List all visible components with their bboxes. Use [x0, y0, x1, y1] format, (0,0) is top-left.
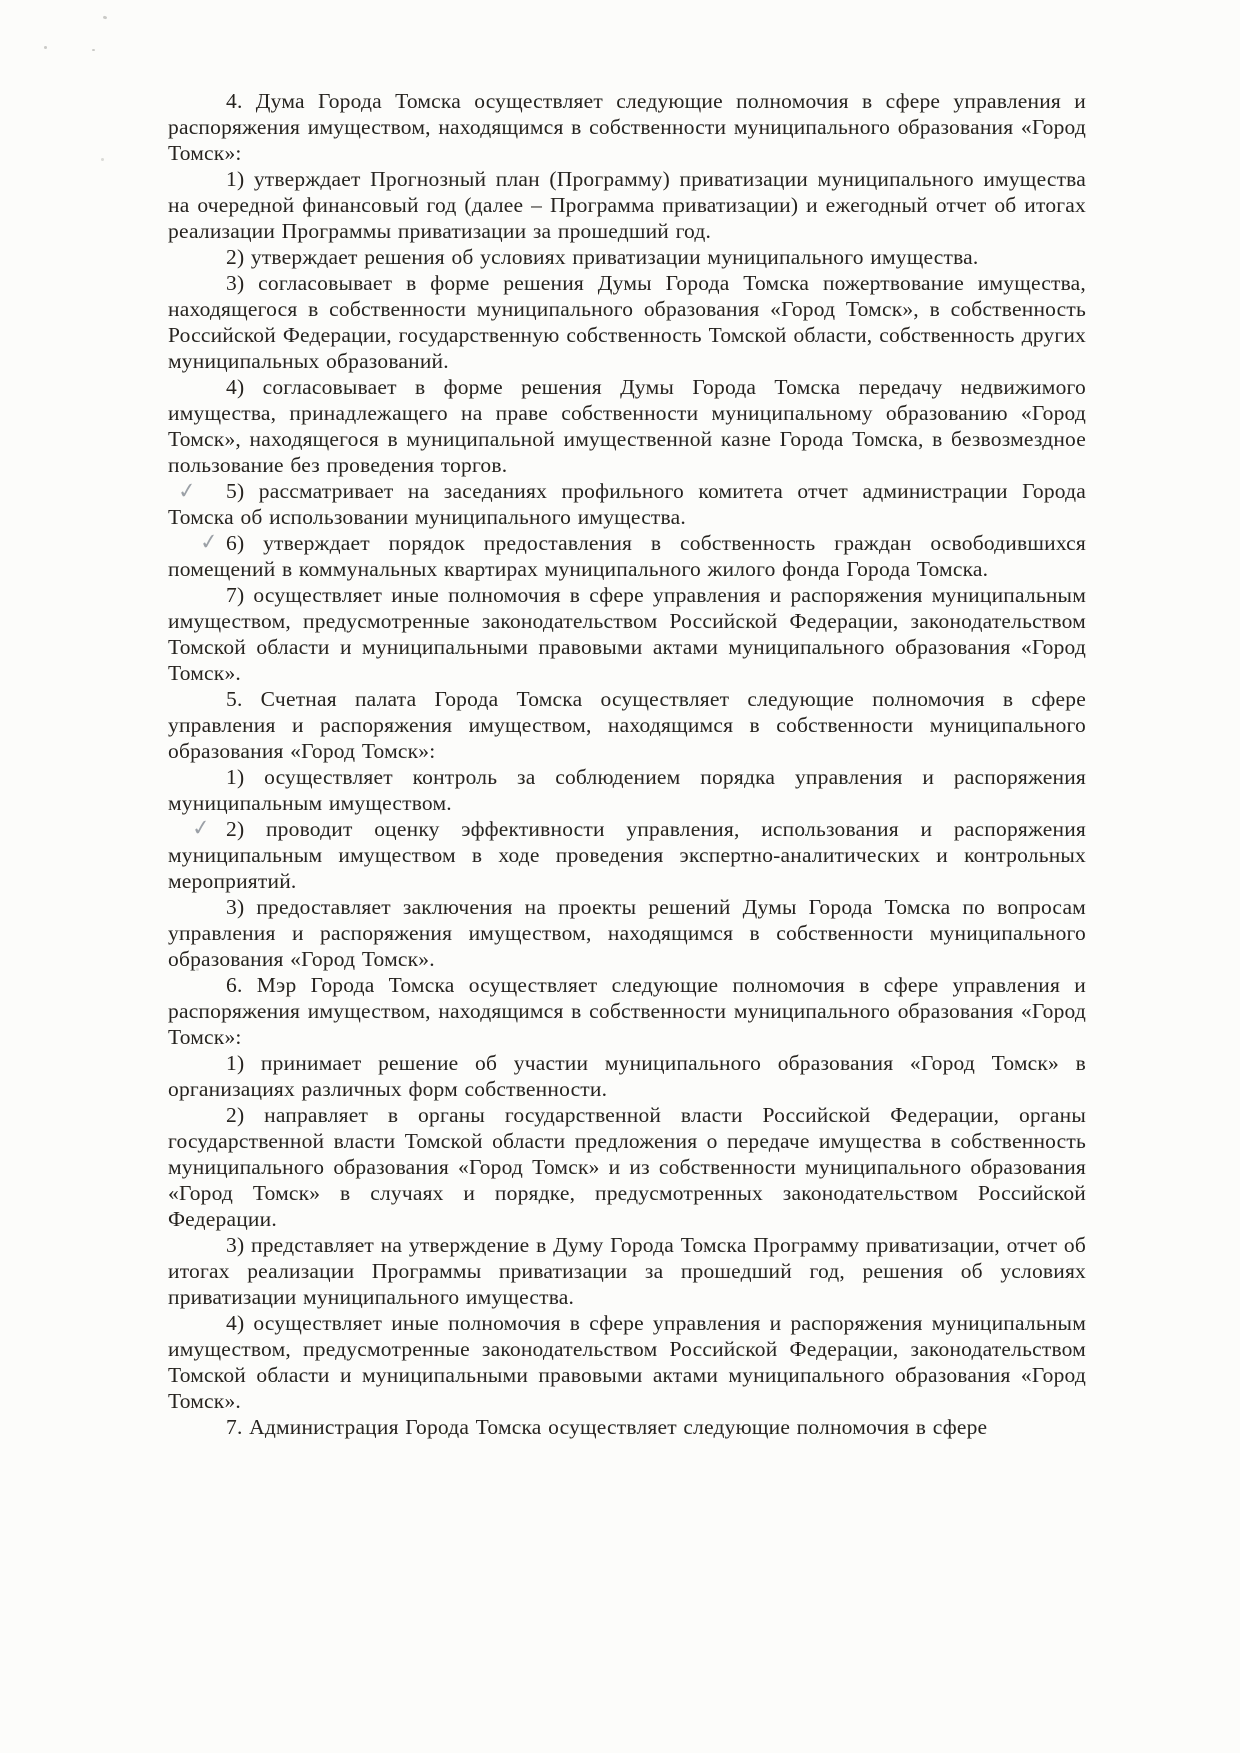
para-section-5-item-2	[168, 816, 1086, 894]
para-section-6-item-3	[168, 1232, 1086, 1310]
paragraph-text: 3) представляет на утверждение в Думу Города Томска Программу приватизации, отчет об итогах реализации Программы приватизации за прошедший год, решения об условиях приватизации муниципального имущества.	[168, 1233, 1086, 1309]
scan-artifact	[44, 46, 47, 49]
para-section-4-item-2	[168, 244, 1086, 270]
paragraph-text: 2) направляет в органы государственной власти Российской Федерации, органы государственной власти Томской области предложения о передаче имущества в собственность муниципального образования «Город Томск» и из собственности муниципального образования «Город Томск» в случаях и порядке, предусмотренных законодательством Российской Федерации.	[168, 1103, 1086, 1231]
para-section-4-intro	[168, 88, 1086, 166]
para-section-4-item-6	[168, 530, 1086, 582]
para-section-5-item-3	[168, 894, 1086, 972]
para-section-4-item-3	[168, 270, 1086, 374]
paragraph-text: 4) согласовывает в форме решения Думы Города Томска передачу недвижимого имущества, принадлежащего на праве собственности муниципальному образованию «Город Томск», находящегося в муниципальной имущественной казне Города Томска, в безвозмездное пользование без проведения торгов.	[168, 375, 1086, 477]
paragraph-text: 1) принимает решение об участии муниципального образования «Город Томск» в организациях различных форм собственности.	[168, 1051, 1086, 1101]
paragraph-text: 2) проводит оценку эффективности управления, использования и распоряжения муниципальным имуществом в ходе проведения экспертно-аналитических и контрольных мероприятий.	[168, 817, 1086, 893]
para-section-5-intro	[168, 686, 1086, 764]
paragraph-text: 2) утверждает решения об условиях приватизации муниципального имущества.	[226, 245, 979, 269]
paragraph-text: 4) осуществляет иные полномочия в сфере управления и распоряжения муниципальным имуществом, предусмотренные законодательством Российской Федерации, законодательством Томской области и муниципальными правовыми актами муниципального образования «Город Томск».	[168, 1311, 1086, 1413]
para-section-4-item-4	[168, 374, 1086, 478]
checkmark-icon: ✓	[190, 815, 212, 842]
para-section-4-item-5	[168, 478, 1086, 530]
paragraph-text: 5) рассматривает на заседаниях профильного комитета отчет администрации Города Томска об использовании муниципального имущества.	[168, 479, 1086, 529]
para-section-4-item-1	[168, 166, 1086, 244]
paragraph-text: 7) осуществляет иные полномочия в сфере управления и распоряжения муниципальным имуществом, предусмотренные законодательством Российской Федерации, законодательством Томской области и муниципальными правовыми актами муниципального образования «Город Томск».	[168, 583, 1086, 685]
paragraph-text: 4. Дума Города Томска осуществляет следующие полномочия в сфере управления и распоряжения имуществом, находящимся в собственности муниципального образования «Город Томск»:	[168, 89, 1086, 165]
para-section-6-item-4	[168, 1310, 1086, 1414]
document-body	[168, 88, 1086, 1440]
scan-artifact	[92, 49, 95, 51]
paragraph-text: 3) согласовывает в форме решения Думы Города Томска пожертвование имущества, находящегося в собственности муниципального образования «Город Томск», в собственность Российской Федерации, государственную собственность Томской области, собственность других муниципальных образований.	[168, 271, 1086, 373]
paragraph-text: 6) утверждает порядок предоставления в собственность граждан освободившихся помещений в коммунальных квартирах муниципального жилого фонда Города Томска.	[168, 531, 1086, 581]
paragraph-text: 5. Счетная палата Города Томска осуществляет следующие полномочия в сфере управления и распоряжения имуществом, находящимся в собственности муниципального образования «Город Томск»:	[168, 687, 1086, 763]
checkmark-icon: ✓	[198, 529, 220, 556]
para-section-6-item-1	[168, 1050, 1086, 1102]
paragraph-text: 6. Мэр Города Томска осуществляет следующие полномочия в сфере управления и распоряжения имуществом, находящимся в собственности муниципального образования «Город Томск»:	[168, 973, 1086, 1049]
para-section-4-item-7	[168, 582, 1086, 686]
para-section-5-item-1	[168, 764, 1086, 816]
scan-artifact	[103, 15, 108, 19]
scan-artifact	[101, 158, 104, 161]
para-section-7-intro	[168, 1414, 1086, 1440]
para-section-6-item-2	[168, 1102, 1086, 1232]
paragraph-text: 7. Администрация Города Томска осуществляет следующие полномочия в сфере	[226, 1415, 988, 1439]
paragraph-text: 1) утверждает Прогнозный план (Программу) приватизации муниципального имущества на очередной финансовый год (далее – Программа приватизации) и ежегодный отчет об итогах реализации Программы приватизации за прошедший год.	[168, 167, 1086, 243]
para-section-6-intro	[168, 972, 1086, 1050]
paragraph-text: 3) предоставляет заключения на проекты решений Думы Города Томска по вопросам управления и распоряжения имуществом, находящимся в собственности муниципального образования «Город Томск».	[168, 895, 1086, 971]
checkmark-icon: ✓	[176, 478, 198, 505]
paragraph-text: 1) осуществляет контроль за соблюдением порядка управления и распоряжения муниципальным имуществом.	[168, 765, 1086, 815]
